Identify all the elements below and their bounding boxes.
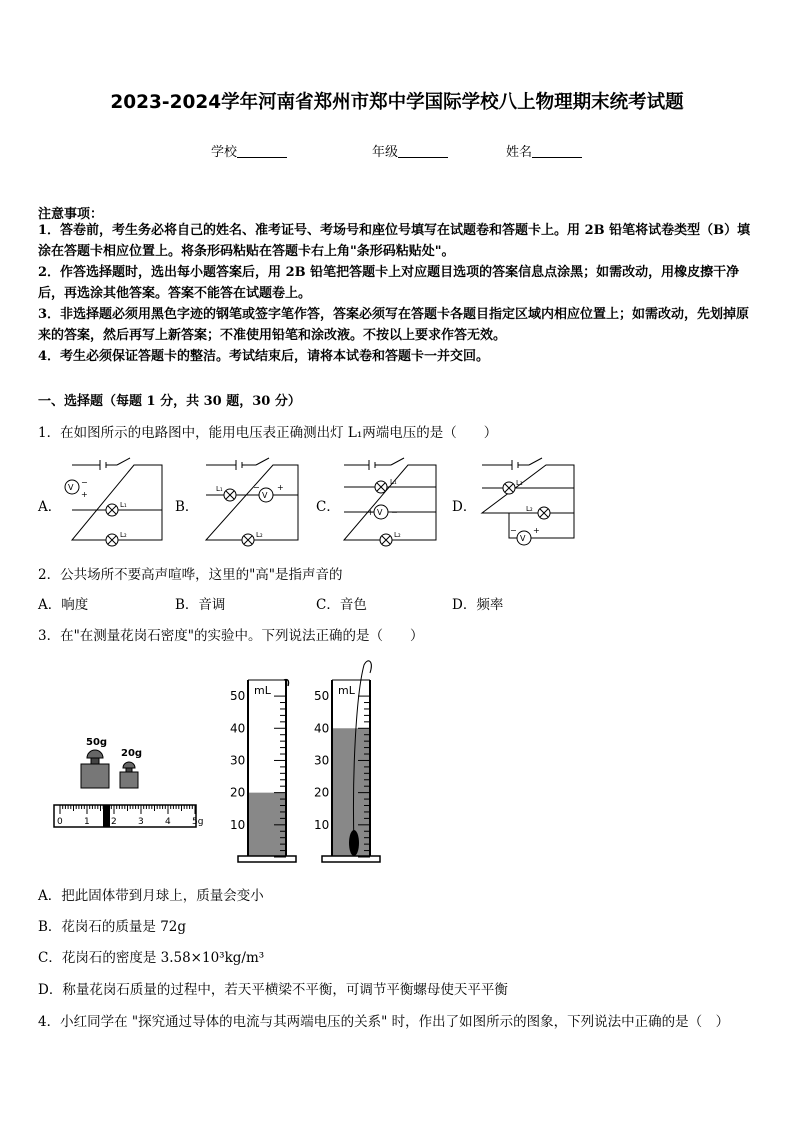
ruler-tick-label: 3 — [138, 817, 144, 827]
balance-weights-figure — [50, 730, 204, 832]
name-label: 姓名 — [506, 145, 533, 160]
svg-text:+: + — [533, 526, 540, 535]
svg-text:−: − — [391, 508, 398, 517]
q1-option-b: B． — [175, 499, 199, 515]
grade-blank — [398, 145, 448, 158]
cylinder-tick-label: 50 — [314, 689, 330, 704]
q2-option-c: C．音色 — [316, 597, 367, 613]
q3-option-a: A．把此固体带到月球上，质量会变小 — [38, 888, 264, 904]
weight-50g-label: 50g — [86, 737, 108, 748]
svg-text:L₁: L₁ — [516, 479, 523, 487]
notice-item-3: 3．非选择题必须用黑色字迹的钢笔或签字笔作答，答案必须写在答题卡各题目指定区域内相应位置上；如需改动，先划掉原来的答案，然后再写上新答案；不准使用铅笔和涂改液。不按以上要求作答无效。 — [38, 307, 750, 343]
ruler-tick-label: 4 — [165, 817, 171, 827]
measuring-cylinder-1 — [222, 672, 297, 867]
ruler-icon — [54, 805, 196, 827]
q3-option-b: B．花岗石的质量是 72g — [38, 919, 187, 935]
circuit-diagram-c — [336, 455, 446, 550]
svg-text:−: − — [253, 483, 260, 492]
school-blank — [237, 145, 287, 158]
svg-text:V: V — [262, 491, 268, 500]
question-3-stem: 3．在"在测量花岗石密度"的实验中。下列说法正确的是（ ） — [38, 628, 424, 644]
question-2-stem: 2．公共场所不要高声喧哗，这里的"高"是指声音的 — [38, 567, 343, 583]
ruler-tick-label: 2 — [111, 817, 117, 827]
ruler-tick-label: 0 — [57, 817, 63, 827]
cylinder-2-unit: mL — [338, 684, 355, 697]
stone-icon — [349, 830, 359, 856]
svg-text:V: V — [377, 508, 383, 517]
svg-text:L₁: L₁ — [390, 478, 397, 486]
cylinder-tick-label: 40 — [230, 721, 246, 736]
q1-option-d: D． — [452, 499, 477, 515]
school-field — [211, 141, 287, 160]
page-title: 2023-2024学年河南省郑州市郑中学国际学校八上物理期末统考试题 — [110, 92, 684, 113]
svg-text:L₂: L₂ — [394, 531, 401, 539]
svg-text:−: − — [510, 526, 517, 535]
cylinder-tick-label: 10 — [314, 817, 330, 832]
cylinder-tick-label: 10 — [230, 817, 246, 832]
q1-option-c: C． — [316, 499, 340, 515]
cylinder-tick-label: 20 — [314, 785, 330, 800]
svg-text:−: − — [81, 478, 88, 487]
circuit-diagram-d — [474, 455, 584, 550]
grade-label: 年级 — [372, 145, 399, 160]
voltmeter-label: V — [68, 483, 74, 492]
cylinder-1-unit: mL — [254, 684, 271, 697]
cylinder-tick-label: 20 — [230, 785, 246, 800]
cylinder-tick-label: 40 — [314, 721, 330, 736]
question-1-stem: 1．在如图所示的电路图中，能用电压表正确测出灯 L₁两端电压的是（ ） — [38, 425, 498, 441]
q2-option-b: B．音调 — [175, 597, 226, 613]
cylinder-tick-label: 30 — [230, 753, 246, 768]
notice-heading: 注意事项： — [38, 207, 104, 222]
q3-option-d: D．称量花岗石质量的过程中，若天平横梁不平衡，可调节平衡螺母使天平平衡 — [38, 982, 508, 998]
weight-20g-label: 20g — [121, 748, 143, 759]
svg-text:L₁: L₁ — [216, 485, 223, 493]
svg-text:+: + — [81, 490, 88, 499]
svg-text:V: V — [520, 534, 526, 543]
svg-text:+: + — [277, 483, 284, 492]
circuit-diagram-b — [198, 455, 308, 550]
name-blank — [532, 145, 582, 158]
q2-option-d: D．频率 — [452, 597, 504, 613]
svg-text:L₂: L₂ — [256, 531, 263, 539]
ruler-tick-label: 5g — [192, 817, 204, 827]
ruler-tick-label: 1 — [84, 817, 90, 827]
grade-field — [372, 141, 448, 160]
q1-option-a: A． — [38, 499, 62, 515]
measuring-cylinder-2 — [306, 655, 386, 867]
q2-option-a: A．响度 — [38, 597, 89, 613]
notice-item-4: 4．考生必须保证答题卡的整洁。考试结束后，请将本试卷和答题卡一并交回。 — [38, 349, 490, 364]
cylinder-tick-label: 50 — [230, 689, 246, 704]
weight-20g-icon — [120, 762, 138, 788]
weight-50g-icon — [81, 750, 109, 788]
svg-text:L₂: L₂ — [526, 505, 533, 513]
cylinder-tick-label: 30 — [314, 753, 330, 768]
question-4-stem: 4．小红同学在 "探究通过导体的电流与其两端电压的关系" 时，作出了如图所示的图象，下列说法中正确的是（ ） — [38, 1014, 730, 1030]
notice-item-2: 2．作答选择题时，选出每小题答案后，用 2B 铅笔把答题卡上对应题目选项的答案信息点涂黑；如需改动，用橡皮擦干净后，再选涂其他答案。答案不能答在试题卷上。 — [38, 265, 740, 301]
name-field — [506, 141, 582, 160]
l2-label: L₂ — [120, 531, 127, 539]
q3-option-c: C．花岗石的密度是 3.58×10³kg/m³ — [38, 950, 265, 966]
notice-item-1: 1．答卷前，考生务必将自己的姓名、准考证号、考场号和座位号填写在试题卷和答题卡上。用 2B 铅笔将试卷类型（B）填涂在答题卡相应位置上。将条形码粘贴在答题卡右上角"条形码粘贴处"。 — [38, 223, 751, 259]
section-heading: 一、选择题（每题 1 分，共 30 题，30 分） — [38, 394, 301, 409]
svg-text:+: + — [367, 508, 374, 517]
l1-label: L₁ — [120, 501, 127, 509]
circuit-diagram-a — [62, 455, 172, 550]
school-label: 学校 — [211, 145, 238, 160]
